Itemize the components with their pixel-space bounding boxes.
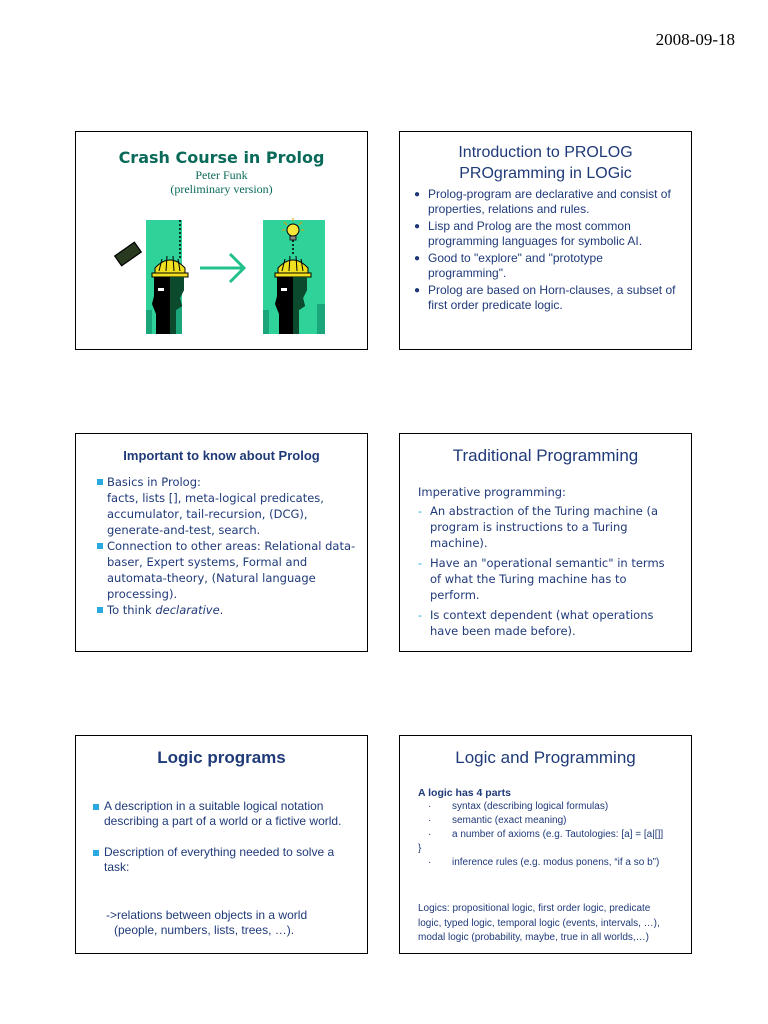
list-item [418,814,665,828]
bullet-list [418,503,677,643]
list-item: - An abstraction of the Turing machine (a program is instructions to a Turing machine). [418,503,677,551]
sub-item-line: (people, numbers, lists, trees, …). [114,923,295,937]
list-item-text: inference rules (e.g. modus ponens, “if a so b”) [452,857,660,868]
list-item [418,800,665,814]
list-item: ● Prolog are based on Horn-clauses, a subset of first order predicate logic. [414,283,683,313]
slide-crash-course [75,131,368,350]
think-suffix: . [219,603,224,617]
slide-title [400,142,691,184]
list-item [96,538,357,602]
list-item-text: Connection to other areas: Relational data-baser, Expert systems, Formal and automata-theory, (Natural language processing). [107,539,356,601]
list-item: - Is context dependent (what operations have been made before). [418,607,677,639]
sub-item [106,908,351,938]
list-item: ● Prolog-program are declarative and consist of properties, relations and rules. [414,187,683,217]
list-item-text: Basics in Prolog: facts, lists [], meta-logical predicates, accumulator, tail-recursion, (DCG), generate-and-test, search. [107,475,324,537]
list-item: A description in a suitable logical notation describing a part of a world or a fictive world. [92,799,351,829]
slide-title: Traditional Programming [452,446,639,465]
slide-traditional-programming [399,433,692,652]
list-item [418,828,665,856]
slide-author: Peter Funk [195,168,248,182]
slide-title: Logic programs [157,748,286,767]
slide-logic-and-programming [399,735,692,954]
slide-subheading: A logic has 4 parts [418,787,511,799]
bullet-list [92,799,351,875]
slide-title-line: Introduction to PROLOG [458,144,633,161]
slide-logic-programs [75,735,368,954]
list-item: Description of everything needed to solve a task: [92,845,351,875]
slide-introduction [399,131,692,350]
bullet-list [414,187,683,315]
sub-item-line: ->relations between objects in a world [106,908,308,922]
slide-title: Crash Course in Prolog [118,148,325,167]
arrow-right-icon [200,254,244,282]
think-prefix: To think [107,603,156,617]
list-item: ● Lisp and Prolog are the most common programming languages for symbolic AI. [414,219,683,249]
list-item-text: a number of axioms (e.g. Tautologies: [a] = [a|[]] } [418,829,664,854]
bullet-list [96,474,357,618]
slide-title: Logic and Programming [455,748,636,767]
bullet-list [418,800,665,870]
slide-footer-text: Logics: propositional logic, first order logic, predicate logic, typed logic, temporal logic (events, intervals, …), modal logic (probability, maybe, true in all worlds,…) [418,903,660,943]
bullet-dot: · [428,829,432,840]
slide-version: (preliminary version) [170,182,273,196]
head-with-helmet-icon [146,220,188,334]
list-item: - Have an "operational semantic" in terms of what the Turing machine has to perform. [418,555,677,603]
slide-intro: Imperative programming: [418,485,566,499]
think-emphasis: declarative [155,603,220,617]
slide-important [75,433,368,652]
list-item [418,856,665,870]
slide-title-line: PROgramming in LOGic [459,165,632,182]
list-item-text: syntax (describing logical formulas) [452,801,609,812]
list-item [96,474,357,538]
bullet-dot: · [428,801,432,812]
bullet-dot: · [428,815,432,826]
head-illustration [112,218,332,336]
bullet-dot: · [428,857,432,868]
list-item: ● Good to "explore" and "prototype programming". [414,251,683,281]
page-date: 2008-09-18 [655,30,735,49]
list-item [96,602,357,618]
slide-title: Important to know about Prolog [123,448,320,463]
list-item-text: semantic (exact meaning) [452,815,567,826]
